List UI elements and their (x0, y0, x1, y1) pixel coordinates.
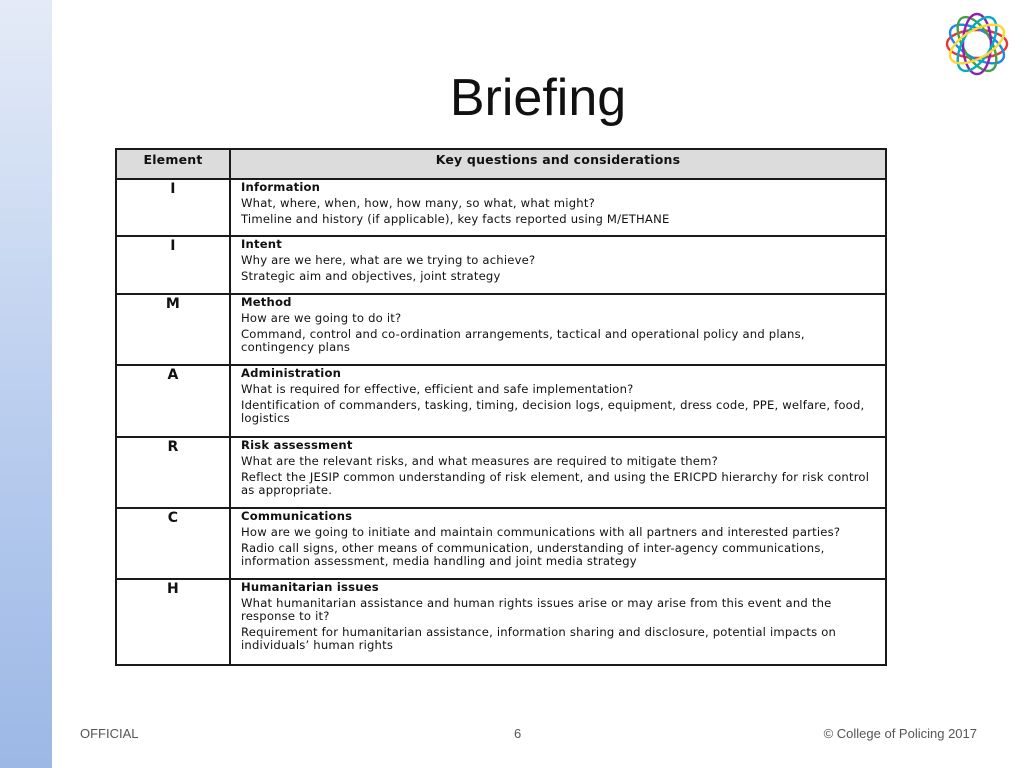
element-letter: I (116, 236, 230, 293)
table-row-communications (116, 508, 886, 579)
footer-classification: OFFICIAL (80, 726, 139, 741)
row-section-title: Intent (241, 237, 282, 252)
row-question: What are the relevant risks, and what measures are required to mitigate them? (241, 453, 718, 468)
row-section-title: Information (241, 180, 321, 194)
row-question: What humanitarian assistance and human rights issues arise or may arise from this event and the response to it? (241, 596, 832, 624)
row-question: How are we going to initiate and maintain communications with all partners and interested parties? (241, 525, 841, 540)
footer-copyright: © College of Policing 2017 (823, 726, 977, 741)
row-consideration: Command, control and co-ordination arrangements, tactical and operational policy and plans, contingency plans (241, 326, 805, 354)
considerations-column-header: Key questions and considerations (230, 149, 886, 179)
row-question: What is required for effective, efficient and safe implementation? (241, 382, 634, 397)
row-consideration: Reflect the JESIP common understanding of risk element, and using the ERICPD hierarchy for risk control as appropriate. (241, 469, 870, 497)
row-question: What, where, when, how, how many, so what, what might? (241, 196, 595, 210)
considerations-cell (230, 179, 886, 236)
row-section-title: Risk assessment (241, 437, 353, 452)
row-consideration: Requirement for humanitarian assistance, information sharing and disclosure, potential impacts on individuals’ human rights (241, 625, 837, 653)
table-row-risk-assessment (116, 437, 886, 508)
element-column-header: Element (116, 149, 230, 179)
considerations-cell (230, 236, 886, 293)
row-consideration: Radio call signs, other means of communication, understanding of inter-agency communications, information assessment, media handling and joint media strategy (241, 541, 825, 569)
considerations-cell (230, 294, 886, 365)
considerations-cell (230, 508, 886, 579)
row-question: Why are we here, what are we trying to achieve? (241, 253, 536, 268)
row-section-title: Communications (241, 509, 353, 524)
element-letter: C (116, 508, 230, 579)
slide-title: Briefing (449, 69, 627, 127)
row-section-title: Humanitarian issues (241, 580, 379, 595)
considerations-cell (230, 437, 886, 508)
table-header-row (116, 149, 886, 179)
element-letter: M (116, 294, 230, 365)
considerations-cell (230, 579, 886, 665)
row-consideration: Strategic aim and objectives, joint strategy (241, 269, 501, 284)
row-consideration: Identification of commanders, tasking, timing, decision logs, equipment, dress code, PPE, welfare, food, logistics (241, 398, 865, 426)
row-section-title: Method (241, 294, 292, 309)
element-letter: I (116, 179, 230, 236)
element-letter: R (116, 437, 230, 508)
element-letter: A (116, 365, 230, 436)
table-row-intent (116, 236, 886, 293)
table-row-humanitarian-issues (116, 579, 886, 665)
table-row-information (116, 179, 886, 236)
row-section-title: Administration (241, 366, 342, 381)
imarch-table-container (115, 148, 887, 666)
row-consideration: Timeline and history (if applicable), key facts reported using M/ETHANE (241, 212, 670, 226)
row-question: How are we going to do it? (241, 310, 402, 325)
side-decorative-band (0, 0, 52, 768)
element-letter: H (116, 579, 230, 665)
considerations-cell (230, 365, 886, 436)
table-row-method (116, 294, 886, 365)
imarch-table (115, 148, 887, 666)
footer-page-number: 6 (514, 726, 522, 741)
table-row-administration (116, 365, 886, 436)
